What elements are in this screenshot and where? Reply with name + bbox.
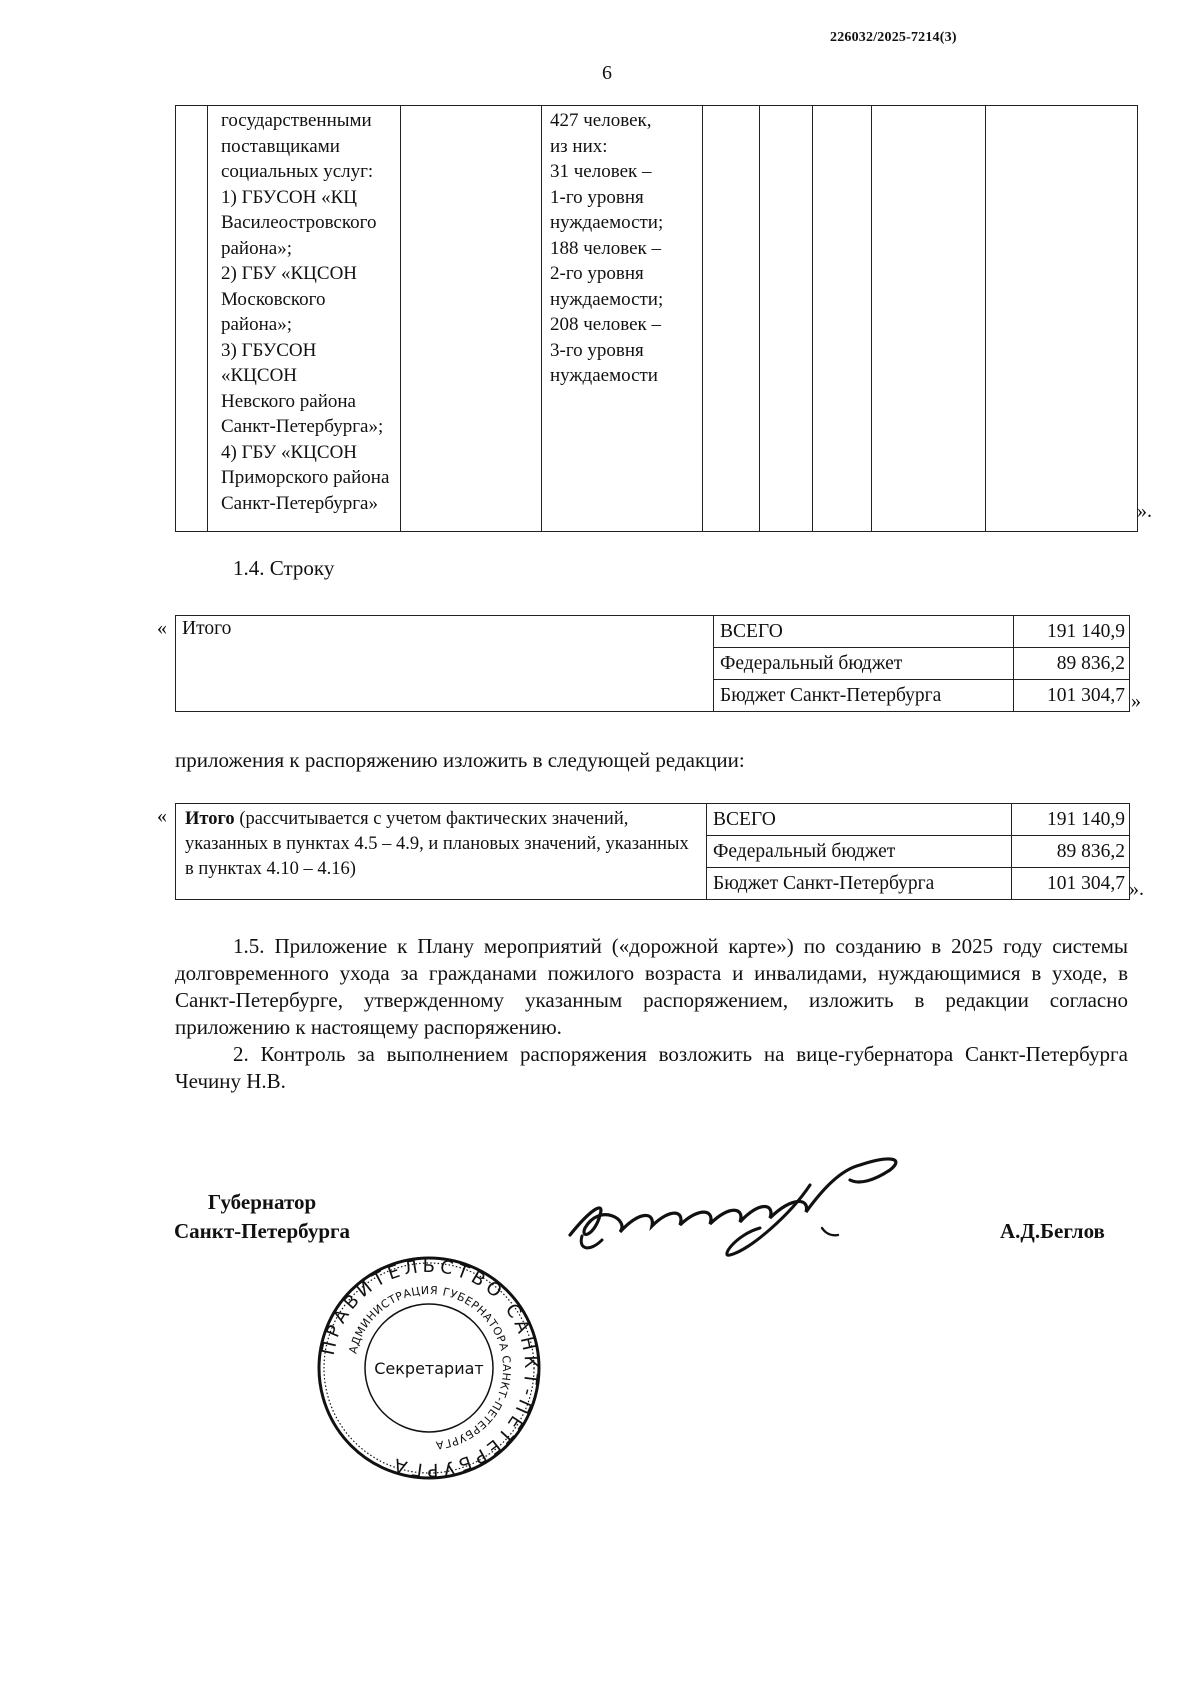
paragraph-1-5: 1.5. Приложение к Плану мероприятий («дорожной карте») по созданию в 2025 году системы долговременного ухода за гражданами пожилого возраста и инвалидами, нуждающимися в уходе, в Санкт-Петербурге, утвержденному указанным распоряжением, изложить в редакции согласно приложению к настоящему распоряжению. bbox=[175, 934, 1128, 1039]
row-name: ВСЕГО bbox=[714, 616, 1014, 648]
signatory-title bbox=[174, 1188, 350, 1246]
provider-line: 3) ГБУСОН bbox=[221, 339, 317, 361]
provider-line: Василеостровского bbox=[221, 212, 377, 233]
provider-line: социальных услуг: bbox=[221, 161, 374, 182]
provider-line: 1) ГБУСОН «КЦ bbox=[221, 186, 358, 208]
provider-line: района»; bbox=[221, 237, 292, 259]
provider-line: государственными bbox=[221, 110, 372, 131]
closing-quote-mark: ». bbox=[1137, 500, 1152, 522]
section-heading-1-4: 1.4. Строку bbox=[233, 556, 335, 580]
open-quote: « bbox=[157, 805, 167, 827]
cell-providers bbox=[208, 106, 401, 532]
cell-index bbox=[176, 106, 208, 532]
paragraph-2: 2. Контроль за выполнением распоряжения возложить на вице-губернатора Санкт-Петербурга Чечину Н.В. bbox=[175, 1042, 1128, 1093]
open-quote: « bbox=[157, 617, 167, 639]
total-label-new bbox=[176, 804, 707, 900]
seal-center-text: Секретариат bbox=[374, 1359, 484, 1378]
row-name: Федеральный бюджет bbox=[714, 648, 1014, 680]
count-line: 1-го уровня bbox=[550, 186, 644, 208]
count-line: 31 человек – bbox=[550, 161, 652, 182]
page-number: 6 bbox=[602, 62, 612, 84]
intro-text: приложения к распоряжению изложить в следующей редакции: bbox=[175, 748, 745, 772]
row-value: 191 140,9 bbox=[1012, 804, 1130, 836]
signatory-title-line2: Санкт-Петербурга bbox=[174, 1219, 351, 1243]
provider-line: 2) ГБУ «КЦСОН bbox=[221, 263, 358, 284]
provider-line: Санкт-Петербурга»; bbox=[221, 416, 384, 437]
new-total-table bbox=[175, 803, 1130, 900]
count-line: 427 человек, bbox=[550, 110, 652, 131]
cell-empty bbox=[703, 106, 760, 532]
signatory-name: А.Д.Беглов bbox=[1000, 1219, 1105, 1243]
row-value: 89 836,2 bbox=[1012, 836, 1130, 868]
count-line: нуждаемости bbox=[550, 365, 658, 386]
body-text bbox=[175, 933, 1128, 1095]
close-quote: » bbox=[1131, 690, 1141, 712]
provider-line: района»; bbox=[221, 314, 292, 335]
cell-empty bbox=[872, 106, 986, 532]
provider-line: поставщиками bbox=[221, 135, 340, 157]
old-total-table bbox=[175, 615, 1130, 712]
provider-line: «КЦСОН bbox=[221, 365, 298, 386]
official-seal-stamp bbox=[316, 1255, 542, 1481]
provider-line: Приморского района bbox=[221, 467, 390, 488]
document-number: 226032/2025-7214(3) bbox=[830, 30, 957, 45]
row-value: 101 304,7 bbox=[1014, 680, 1130, 712]
count-line: нуждаемости; bbox=[550, 212, 664, 233]
cell-empty bbox=[401, 106, 542, 532]
provider-line: Московского bbox=[221, 288, 326, 310]
row-value: 101 304,7 bbox=[1012, 868, 1130, 900]
provider-line: Невского района bbox=[221, 390, 356, 412]
row-name: ВСЕГО bbox=[707, 804, 1012, 836]
signatory-title-line1: Губернатор bbox=[207, 1190, 317, 1214]
total-label: Итого bbox=[176, 616, 714, 712]
row-value: 89 836,2 bbox=[1014, 648, 1130, 680]
seal-inner-text: АДМИНИСТРАЦИЯ ГУБЕРНАТОРА САНКТ-ПЕТЕРБУРГА bbox=[346, 1283, 514, 1452]
provider-line: 4) ГБУ «КЦСОН bbox=[221, 441, 358, 463]
row-value: 191 140,9 bbox=[1014, 616, 1130, 648]
count-line: 188 человек – bbox=[550, 237, 661, 259]
count-line: из них: bbox=[550, 135, 608, 157]
cell-empty bbox=[986, 106, 1138, 532]
count-line: 2-го уровня bbox=[550, 263, 644, 284]
count-line: нуждаемости; bbox=[550, 288, 664, 310]
total-label-note: (рассчитывается с учетом фактических значений, указанных в пунктах 4.5 – 4.9, и плановых значений, указанных в пунктах 4.10 – 4.16) bbox=[185, 809, 689, 879]
count-line: 208 человек – bbox=[550, 314, 661, 335]
row-name: Бюджет Санкт-Петербурга bbox=[714, 680, 1014, 712]
handwritten-signature bbox=[560, 1140, 960, 1270]
row-name: Бюджет Санкт-Петербурга bbox=[707, 868, 1012, 900]
close-quote: ». bbox=[1129, 878, 1144, 900]
provider-line: Санкт-Петербурга» bbox=[221, 492, 378, 514]
cell-empty bbox=[760, 106, 813, 532]
continuation-table bbox=[175, 105, 1138, 532]
row-name: Федеральный бюджет bbox=[707, 836, 1012, 868]
cell-recipients-count bbox=[542, 106, 703, 532]
count-line: 3-го уровня bbox=[550, 339, 644, 361]
cell-empty bbox=[813, 106, 872, 532]
total-label-bold: Итого bbox=[185, 809, 235, 829]
seal-outer-text: ПРАВИТЕЛЬСТВО САНКТ-ПЕТЕРБУРГА bbox=[317, 1255, 542, 1481]
